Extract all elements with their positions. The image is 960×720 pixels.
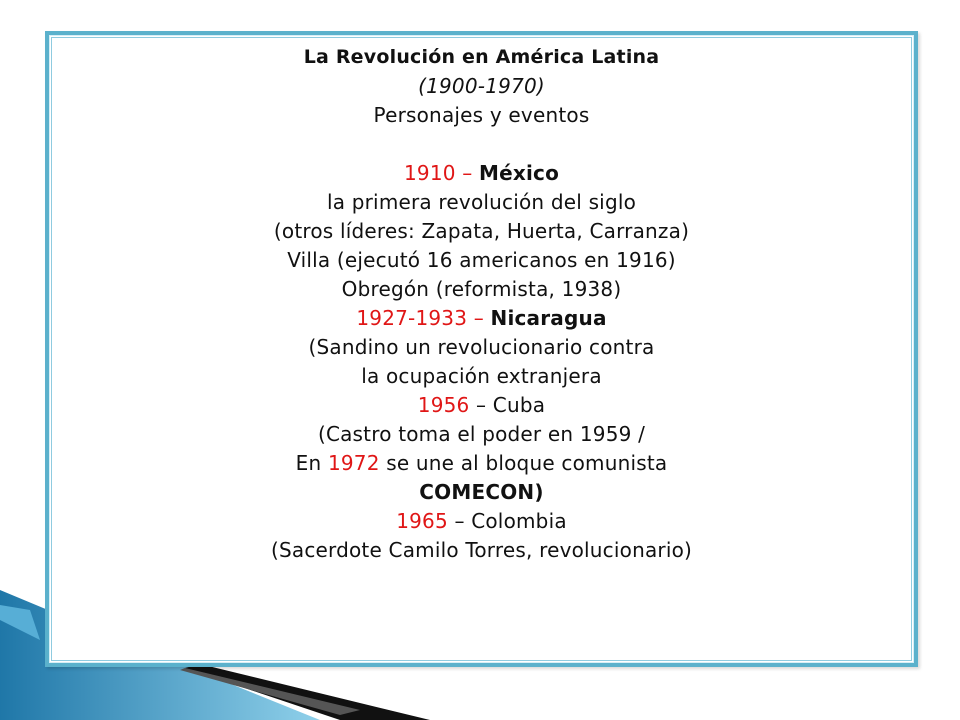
mexico-line-4: Obregón (reformista, 1938) bbox=[341, 277, 622, 301]
mexico-heading bbox=[45, 159, 918, 188]
cuba-line-2-suffix: se une al bloque comunista bbox=[379, 451, 668, 475]
nicaragua-country: Nicaragua bbox=[490, 306, 607, 330]
nicaragua-heading bbox=[45, 304, 918, 333]
slide-subtitle: Personajes y eventos bbox=[373, 103, 590, 127]
nicaragua-year: 1927-1933 bbox=[356, 306, 468, 330]
cuba-heading bbox=[45, 391, 918, 420]
colombia-country: – Colombia bbox=[447, 509, 567, 533]
nicaragua-line-2: la ocupación extranjera bbox=[361, 364, 602, 388]
nicaragua-separator: – bbox=[467, 306, 491, 330]
colombia-line-1: (Sacerdote Camilo Torres, revolucionario) bbox=[270, 538, 693, 562]
mexico-separator: – bbox=[455, 161, 479, 185]
colombia-heading bbox=[45, 507, 918, 536]
slide-title: La Revolución en América Latina bbox=[303, 46, 660, 68]
spacer bbox=[45, 130, 918, 159]
cuba-line-2-year: 1972 bbox=[327, 451, 380, 475]
nicaragua-line-1: (Sandino un revolucionario contra bbox=[308, 335, 655, 359]
cuba-year: 1956 bbox=[417, 393, 470, 417]
cuba-country: – Cuba bbox=[469, 393, 546, 417]
cuba-line-2-prefix: En bbox=[295, 451, 328, 475]
mexico-country: México bbox=[479, 161, 560, 185]
colombia-year: 1965 bbox=[396, 509, 448, 533]
mexico-line-2: (otros líderes: Zapata, Huerta, Carranza) bbox=[273, 219, 690, 243]
slide-text bbox=[45, 43, 918, 565]
period: (1900-1970) bbox=[418, 74, 545, 98]
mexico-year: 1910 bbox=[403, 161, 456, 185]
cuba-line-2 bbox=[45, 449, 918, 478]
cuba-line-3: COMECON) bbox=[419, 480, 544, 504]
mexico-line-3: Villa (ejecutó 16 americanos en 1916) bbox=[287, 248, 676, 272]
cuba-line-1: (Castro toma el poder en 1959 / bbox=[317, 422, 646, 446]
mexico-line-1: la primera revolución del siglo bbox=[326, 190, 637, 214]
